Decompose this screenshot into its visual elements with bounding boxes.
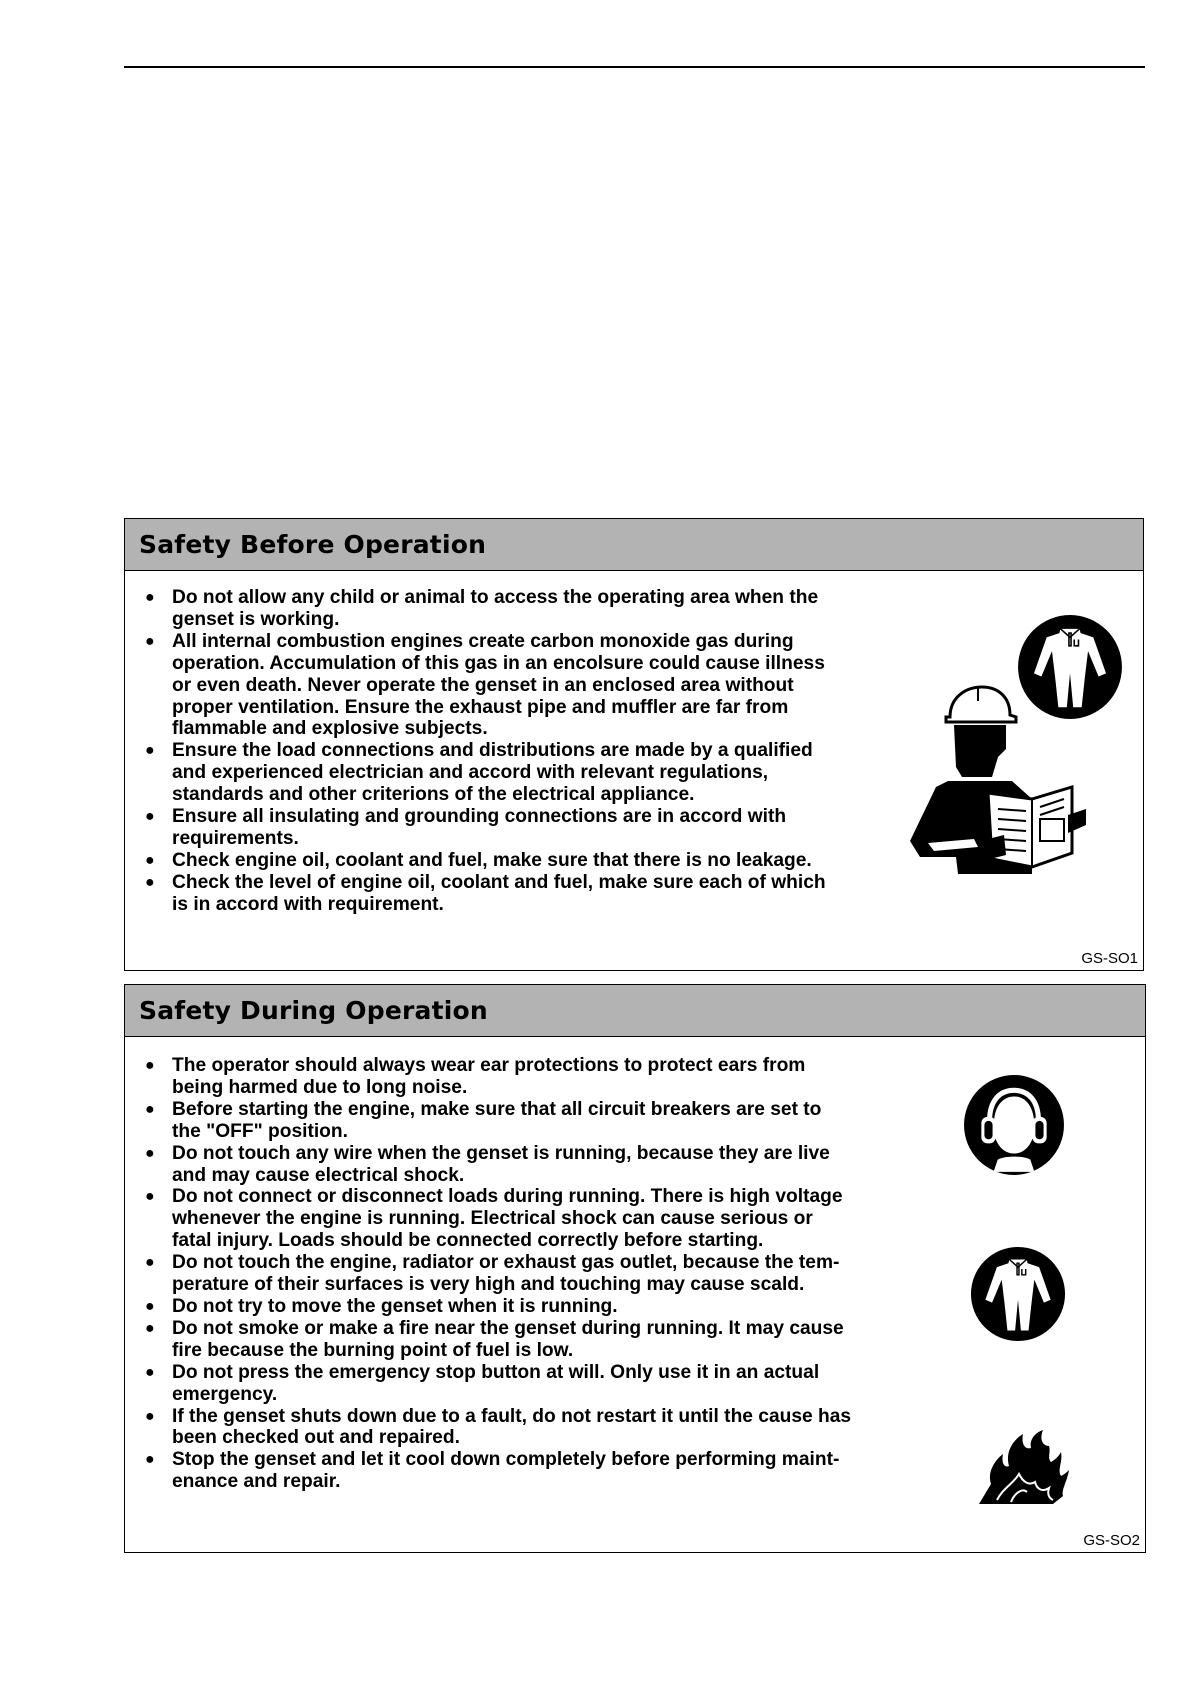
bullet-item — [145, 587, 819, 631]
ear-protection-icon — [963, 1074, 1065, 1176]
bullet-text-line: proper ventilation. Ensure the exhaust pipe and muffler are far from — [172, 696, 789, 718]
bullet-text-line: fire because the burning point of fuel is low. — [172, 1339, 574, 1361]
panel-header — [125, 519, 1143, 571]
bullet-dot-icon: ● — [145, 1100, 155, 1118]
bullet-text-line: is in accord with requirement. — [172, 893, 444, 915]
section-title: Safety During Operation — [139, 996, 488, 1025]
bullet-text-line: Ensure all insulating and grounding connections are in accord with — [172, 806, 787, 828]
bullet-list — [145, 587, 826, 916]
bullet-item — [145, 1362, 835, 1406]
bullet-item — [145, 1296, 835, 1318]
bullet-text-line: the "OFF" position. — [172, 1120, 348, 1142]
bullet-text-line: Stop the genset and let it cool down completely before performing maint- — [172, 1449, 840, 1471]
coverall-icon — [970, 1246, 1066, 1342]
bullet-text-line: or even death. Never operate the genset in an enclosed area without — [172, 674, 794, 696]
bullet-dot-icon: ● — [145, 1144, 155, 1162]
bullet-text-line: If the genset shuts down due to a fault, do not restart it until the cause has — [172, 1405, 852, 1427]
bullet-text-line: and experienced electrician and accord with relevant regulations, — [172, 762, 769, 784]
bullet-text-line: whenever the engine is running. Electrical shock can cause serious or — [172, 1208, 813, 1230]
bullet-text-line: Do not smoke or make a fire near the genset during running. It may cause — [172, 1317, 844, 1339]
bullet-dot-icon: ● — [145, 1057, 155, 1074]
bullet-dot-icon: ● — [145, 632, 155, 650]
bullet-dot-icon: ● — [145, 1363, 155, 1381]
reference-code: GS-SO2 — [1083, 1532, 1140, 1549]
bullet-text-line: Before starting the engine, make sure that all circuit breakers are set to — [172, 1098, 822, 1120]
bullet-text-line: being harmed due to long noise. — [172, 1076, 468, 1098]
bullet-item — [145, 1099, 835, 1143]
bullet-dot-icon: ● — [145, 1319, 155, 1337]
bullet-dot-icon: ● — [145, 1451, 155, 1469]
bullet-text-line: emergency. — [172, 1383, 278, 1405]
bullet-dot-icon: ● — [145, 1254, 155, 1272]
bullet-dot-icon: ● — [145, 851, 155, 869]
bullet-dot-icon: ● — [145, 589, 155, 606]
bullet-item — [145, 1405, 852, 1450]
bullet-text-line: operation. Accumulation of this gas in an encolsure could cause illness — [172, 652, 825, 674]
bullet-text-line: been checked out and repaired. — [172, 1427, 460, 1449]
bullet-text-line: Do not touch the engine, radiator or exhaust gas outlet, because the tem- — [172, 1252, 840, 1274]
bullet-text-line: fatal injury. Loads should be connected correctly before starting. — [172, 1230, 764, 1252]
bullet-text-line: genset is working. — [172, 608, 340, 630]
bullet-dot-icon: ● — [145, 873, 155, 891]
top-rule — [124, 66, 1145, 68]
panel-header — [125, 985, 1145, 1037]
bullet-dot-icon: ● — [145, 1297, 155, 1315]
bullet-text-line: Check the level of engine oil, coolant and fuel, make sure each of which — [172, 871, 826, 893]
bullet-item — [145, 1055, 835, 1099]
safety-before-operation-panel — [124, 518, 1144, 971]
bullet-text-line: Ensure the load connections and distributions are made by a qualified — [172, 740, 813, 762]
bullet-text-line: Check engine oil, coolant and fuel, make sure that there is no leakage. — [172, 849, 812, 871]
bullet-item — [145, 871, 826, 916]
bullet-text-line: flammable and explosive subjects. — [172, 718, 488, 740]
bullet-text-line: Do not try to move the genset when it is running. — [172, 1295, 618, 1317]
reference-code: GS-SO1 — [1081, 950, 1138, 967]
bullet-text-line: The operator should always wear ear protections to protect ears from — [172, 1055, 806, 1076]
bullet-dot-icon: ● — [145, 808, 155, 826]
fire-icon — [977, 1430, 1069, 1506]
bullet-list — [145, 1055, 852, 1493]
bullet-text-line: requirements. — [172, 827, 299, 849]
bullet-item — [145, 1449, 840, 1493]
bullet-text-line: perature of their surfaces is very high and touching may cause scald. — [172, 1274, 805, 1296]
bullet-item — [145, 1143, 835, 1187]
bullet-dot-icon: ● — [145, 1188, 155, 1206]
bullet-dot-icon: ● — [145, 1407, 155, 1425]
worker-reading-manual-icon — [900, 669, 1110, 874]
bullet-dot-icon: ● — [145, 742, 155, 760]
bullet-text-line: standards and other criterions of the electrical appliance. — [172, 784, 695, 806]
bullet-item — [145, 1317, 844, 1362]
bullet-item — [145, 740, 813, 806]
bullet-item — [145, 849, 812, 872]
section-title: Safety Before Operation — [139, 530, 487, 559]
bullet-text-line: and may cause electrical shock. — [172, 1164, 465, 1186]
bullet-text-line: Do not press the emergency stop button at will. Only use it in an actual — [172, 1361, 820, 1383]
bullet-item — [145, 1252, 840, 1296]
bullet-text-line: Do not connect or disconnect loads during running. There is high voltage — [172, 1186, 843, 1208]
bullet-text-line: enance and repair. — [172, 1471, 341, 1493]
bullet-item — [145, 630, 825, 741]
bullet-item — [145, 1186, 843, 1252]
bullet-text-line: Do not allow any child or animal to access the operating area when the — [172, 587, 819, 608]
safety-during-operation-panel — [124, 984, 1146, 1553]
bullet-text-line: All internal combustion engines create carbon monoxide gas during — [172, 630, 794, 652]
bullet-item — [145, 806, 805, 850]
bullet-text-line: Do not touch any wire when the genset is running, because they are live — [172, 1142, 830, 1164]
